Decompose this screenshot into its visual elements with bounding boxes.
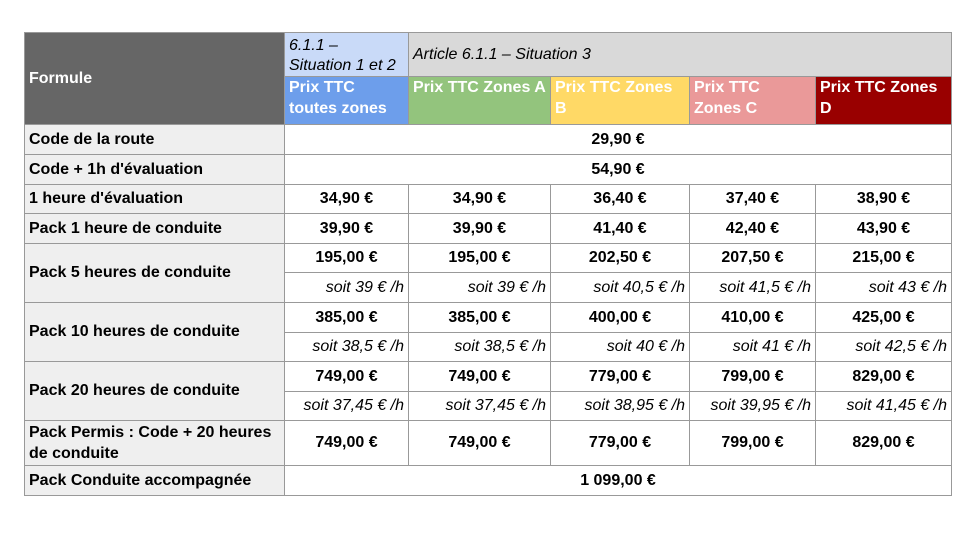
hourly-rate-cell: soit 40 € /h	[551, 333, 690, 362]
hourly-rate-cell: soit 39 € /h	[409, 273, 551, 303]
hourly-rate-cell: soit 42,5 € /h	[816, 333, 952, 362]
price-cell: 207,50 €	[690, 244, 816, 273]
row-label: Pack 5 heures de conduite	[25, 244, 285, 303]
price-cell: 829,00 €	[816, 421, 952, 466]
situation-1-2-header: 6.1.1 – Situation 1 et 2	[285, 33, 409, 77]
col-header-toutes-zones: Prix TTC toutes zones	[285, 77, 409, 125]
situation-3-header: Article 6.1.1 – Situation 3	[409, 33, 952, 77]
table-row	[25, 125, 952, 155]
col-header-zone-a: Prix TTC Zones A	[409, 77, 551, 125]
price-cell: 385,00 €	[409, 303, 551, 333]
hourly-rate-cell: soit 38,95 € /h	[551, 392, 690, 421]
col-header-zone-d: Prix TTC Zones D	[816, 77, 952, 125]
formule-header: Formule	[25, 33, 285, 125]
price-cell: 34,90 €	[285, 185, 409, 214]
price-cell: 779,00 €	[551, 421, 690, 466]
row-label: Pack 1 heure de conduite	[25, 214, 285, 244]
hourly-rate-cell: soit 38,5 € /h	[285, 333, 409, 362]
row-label: Code + 1h d'évaluation	[25, 155, 285, 185]
price-cell: 39,90 €	[409, 214, 551, 244]
price-cell: 425,00 €	[816, 303, 952, 333]
table-row	[25, 155, 952, 185]
price-cell: 42,40 €	[690, 214, 816, 244]
table-row	[25, 466, 952, 496]
row-label: Pack Conduite accompagnée	[25, 466, 285, 496]
price-cell: 36,40 €	[551, 185, 690, 214]
hourly-rate-cell: soit 41 € /h	[690, 333, 816, 362]
price-cell: 29,90 €	[285, 125, 952, 155]
hourly-rate-cell: soit 37,45 € /h	[409, 392, 551, 421]
price-cell: 43,90 €	[816, 214, 952, 244]
row-label: Pack 20 heures de conduite	[25, 362, 285, 421]
price-cell: 202,50 €	[551, 244, 690, 273]
hourly-rate-cell: soit 38,5 € /h	[409, 333, 551, 362]
price-cell: 41,40 €	[551, 214, 690, 244]
price-cell: 38,90 €	[816, 185, 952, 214]
price-table	[24, 32, 952, 496]
table-row	[25, 244, 952, 273]
price-cell: 410,00 €	[690, 303, 816, 333]
header-row-situations	[25, 33, 952, 77]
row-label: Pack Permis : Code + 20 heures de conduite	[25, 421, 285, 466]
hourly-rate-cell: soit 41,45 € /h	[816, 392, 952, 421]
hourly-rate-cell: soit 41,5 € /h	[690, 273, 816, 303]
price-cell: 749,00 €	[285, 362, 409, 392]
price-cell: 1 099,00 €	[285, 466, 952, 496]
col-header-zone-c: Prix TTC Zones C	[690, 77, 816, 125]
price-cell: 34,90 €	[409, 185, 551, 214]
price-cell: 400,00 €	[551, 303, 690, 333]
price-cell: 749,00 €	[409, 421, 551, 466]
price-cell: 195,00 €	[409, 244, 551, 273]
table-row	[25, 421, 952, 466]
price-cell: 37,40 €	[690, 185, 816, 214]
price-cell: 195,00 €	[285, 244, 409, 273]
price-cell: 215,00 €	[816, 244, 952, 273]
price-cell: 779,00 €	[551, 362, 690, 392]
row-label: Code de la route	[25, 125, 285, 155]
hourly-rate-cell: soit 43 € /h	[816, 273, 952, 303]
table-row	[25, 214, 952, 244]
row-label: Pack 10 heures de conduite	[25, 303, 285, 362]
col-header-zone-b: Prix TTC Zones B	[551, 77, 690, 125]
hourly-rate-cell: soit 40,5 € /h	[551, 273, 690, 303]
table-row	[25, 303, 952, 333]
row-label: 1 heure d'évaluation	[25, 185, 285, 214]
hourly-rate-cell: soit 39,95 € /h	[690, 392, 816, 421]
price-cell: 54,90 €	[285, 155, 952, 185]
hourly-rate-cell: soit 37,45 € /h	[285, 392, 409, 421]
price-cell: 39,90 €	[285, 214, 409, 244]
price-cell: 799,00 €	[690, 421, 816, 466]
price-cell: 829,00 €	[816, 362, 952, 392]
table-row	[25, 185, 952, 214]
price-cell: 749,00 €	[409, 362, 551, 392]
price-cell: 385,00 €	[285, 303, 409, 333]
hourly-rate-cell: soit 39 € /h	[285, 273, 409, 303]
table-row	[25, 362, 952, 392]
price-cell: 749,00 €	[285, 421, 409, 466]
price-cell: 799,00 €	[690, 362, 816, 392]
